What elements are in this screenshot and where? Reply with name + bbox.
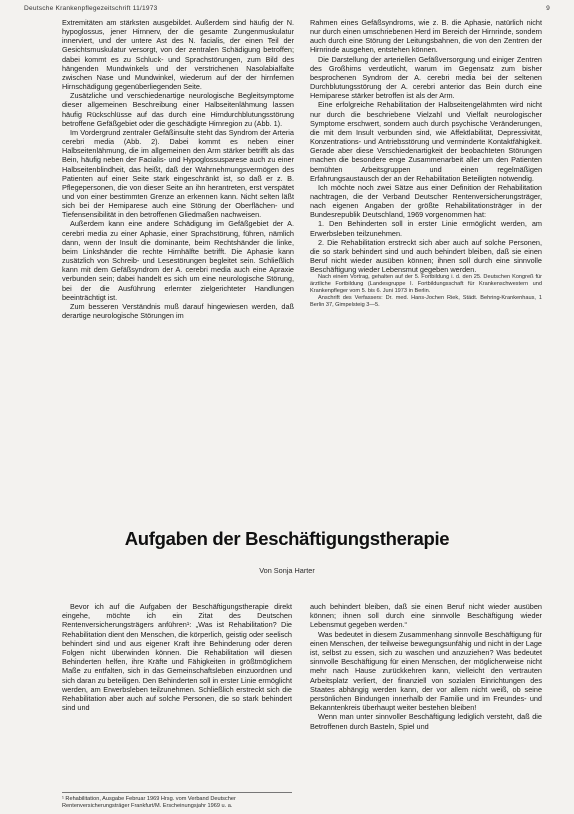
list-item: 2. Die Rehabilitation erstreckt sich aber auch auf solche Personen, die so stark behindert sind und auch behindert bleiben, daß sie einen Beruf nicht wieder ausüben können; ihnen soll durch eine sinnvolle Beschäftigung wieder Lebensmut gegeben werden. [310, 237, 542, 275]
page-number: 9 [546, 5, 550, 12]
article-title: Aufgaben der Beschäftigungstherapie [124, 528, 450, 549]
paragraph: Zum besseren Verständnis muß darauf hingewiesen werden, daß derartige neurologische Störungen im [62, 301, 294, 320]
paragraph: Zusätzliche und verschiedenartige neurologische Begleitsymptome dieser allgemeinen Beschreibung einer Halbseitenlähmung lassen häufig Rückschlüsse auf das durch eine Hirndurchblutungsstörung betroffene Gefäßgebiet oder die geschädigte Hirnregion zu (Abb. 1). [62, 91, 294, 128]
article-author: Von Sonja Harter [259, 566, 315, 575]
paragraph: Im Vordergrund zentraler Gefäßinsulte steht das Syndrom der Arteria cerebri media (Abb. 2). Dabei kommt es neben einer Halbseitenlähmung, die im allgemeinen den Arm stärker betrifft als das Bein, häufig neben der Facialis- und Hypoglossusparese auch zu einer Halbseitenblindheit, das heißt, daß der Wahrnehmungsvermögen des Patienten auf einer Seite stark eingeschränkt ist, so daß er z. B. Pflegepersonen, die von dieser Seite an ihn herantreten, erst verspätet und von einer bestimmten Grenze an erkennen kann. Nicht selten läßt sich bei der Hemiparese auch eine Störung der Oberflächen- und Tiefensensibilität in den betroffenen Gliedmaßen nachweisen. [62, 127, 294, 220]
paragraph: Rahmen eines Gefäßsyndroms, wie z. B. die Aphasie, natürlich nicht nur durch einen umschriebenen Herd im Bereich der Hirnrinde, sondern auch durch eine Störung der Leitungsbahnen, die von den Zentren der Hirnrinde ausgehen, entstehen können. [310, 18, 542, 55]
lower-right-column [310, 602, 542, 731]
paragraph: Extremitäten am stärksten ausgebildet. Außerdem sind häufig der N. hypoglossus, jener Hirnnerv, der die gesamte Zungenmuskulatur innerviert, und der untere Ast des N. facialis, der einen Teil der Gesichtsmuskulatur versorgt, von der zentralen Schädigung betroffen; dabei kommt es zu Schluck- und Sprachstörungen, zum Bild des hängenden Mundwinkels und der verstrichenen Nasolabialfalte zwischen Nase und Mundwinkel, wiederum auf der der hirnfernen Hirnschädigung gegenüberliegenden Seite. [62, 18, 294, 92]
lower-left-column [62, 602, 292, 712]
source-footnote: ¹ Rehabilitation, Ausgabe Februar 1969 Hrsg. vom Verband Deutscher Rentenversicherungsträger Frankfurt/M. Erscheinungsjahr 1969 u. a. [62, 792, 292, 810]
paragraph: auch behindert bleiben, daß sie einen Beruf nicht wieder ausüben können; ihnen soll durch eine sinnvolle Beschäftigung wieder Lebensmut gegeben werden.“ [310, 602, 542, 630]
paragraph: Ich möchte noch zwei Sätze aus einer Definition der Rehabilitation nachtragen, die der Verband Deutscher Rentenversicherungsträger, nach eigenen Angaben der größte Rehabilitationsträger in der Bundesrepublik Deutschland, 1969 vorgenommen hat: [310, 182, 542, 220]
journal-title: Deutsche Krankenpflegezeitschrift 11/1973 [24, 5, 158, 12]
paragraph: Die Darstellung der arteriellen Gefäßversorgung und einiger Zentren des Großhirns verdeutlicht, warum im Gegensatz zum bisher besprochenen Syndrom der A. cerebri media bei der seltenen Durchblutungsstörung der A. cerebri anterior das Bein durch eine Hemiparese stärker betroffen ist als der Arm. [310, 54, 542, 101]
author-address: Anschrift des Verfassers: Dr. med. Hans-Jochen Riek, Städt. Behring-Krankenhaus, 1 Berlin 37, Gimpelsteig 3—5. [310, 295, 542, 309]
page-header [24, 5, 550, 17]
list-item: 1. Den Behinderten soll in erster Linie ermöglicht werden, am Erwerbsleben teilzunehmen. [310, 219, 542, 238]
lecture-footnote: Nach einem Vortrag, gehalten auf der 5. Fortbildung i. d. den 25. Deutschen Kongreß für ärztliche Fortbildung (Landesgruppe I. Fortbildungsschaft für Krankenschwestern und Krankenpfleger vom 5. bis 6. Juni 1973 in Berlin. [310, 274, 542, 295]
paragraph: Eine erfolgreiche Rehabilitation der Halbseitengelähmten wird nicht nur durch die beschriebene Vielzahl und Vielfalt neurologischer Symptome erschwert, sondern auch durch psychische Veränderungen, die mit dem Insult verbunden sind, wie Affektlabilität, Depressivität, Konzentrations- und Antriebsstörung und verminderte Kontaktfähigkeit. Gerade aber diese Verschiedenartigkeit der beobachteten Störungen machen die besondere enge Zusammenarbeit aller um den Patienten bemühten Arbeitsgruppen und einen regelmäßigen Erfahrungsaustausch der an der Rehabilitation Beteiligten notwendig. [310, 100, 542, 183]
paragraph: Bevor ich auf die Aufgaben der Beschäftigungstherapie direkt eingehe, möchte ich ein Zitat des Deutschen Rentenversicherungsträgers anführen¹: „Was ist Rehabilitation? Die Rehabilitation dient den Menschen, die körperlich, geistig oder seelisch behindert sind und aus eigener Kraft ihre Behinderung oder deren Folgen nicht überwinden können. Die Rehabilitation will diesen Behinderten helfen, ihre Kräfte und Fähigkeiten in größtmöglichem Maße zu entfalten, sich in das Gemeinschaftsleben einzuordnen und sich daran zu beteiligen. Den Behinderten soll in erster Linie ermöglicht werden, am Erwerbsleben teilzunehmen. Schließlich erstreckt sich die Rehabilitation aber auch auf solche Personen, die so stark behindert sind und [62, 602, 292, 713]
upper-right-column [310, 18, 542, 309]
paragraph: Wenn man unter sinnvoller Beschäftigung lediglich versteht, daß die Betroffenen durch Basteln, Spiel und [310, 712, 542, 731]
paragraph: Was bedeutet in diesem Zusammenhang sinnvolle Beschäftigung für einen Menschen, der teilweise bewegungsunfähig und nicht in der Lage ist, selbst zu essen, sich zu waschen und anzuziehen? Was bedeutet sinnvolle Beschäftigung für einen Menschen, der möglicherweise nicht mehr nach Hause zurückkehren kann, vielleicht den vertrauten Arbeitsplatz verliert, der finanziell von sozialen Einrichtungen des Staates abhängig werden kann, der vor allem nicht weiß, ob seine persönlichen Bindungen innerhalb der Familie und im Freundes- und Bekanntenkreis überhaupt weiter bestehen bleiben! [310, 629, 542, 713]
upper-left-column [62, 18, 294, 320]
paragraph: Außerdem kann eine andere Schädigung im Gefäßgebiet der A. cerebri media zu einer Aphasie, einer Sprachstörung, führen, nämlich dann, wenn der Insult die dominante, beim Rechtshänder die linke, beim Linkshänder die rechte Hirnhälfte betrifft. Die Aphasie kann zusätzlich von Schreib- und Lesestörungen begleitet sein. Schließlich kann mit dem Gefäßsyndrom der A. cerebri media auch eine Apraxie verbunden sein; dabei handelt es sich um eine neurologische Störung, bei der die Ausführung erlernter zielgerichteter Handlungen beeinträchtigt ist. [62, 219, 294, 302]
